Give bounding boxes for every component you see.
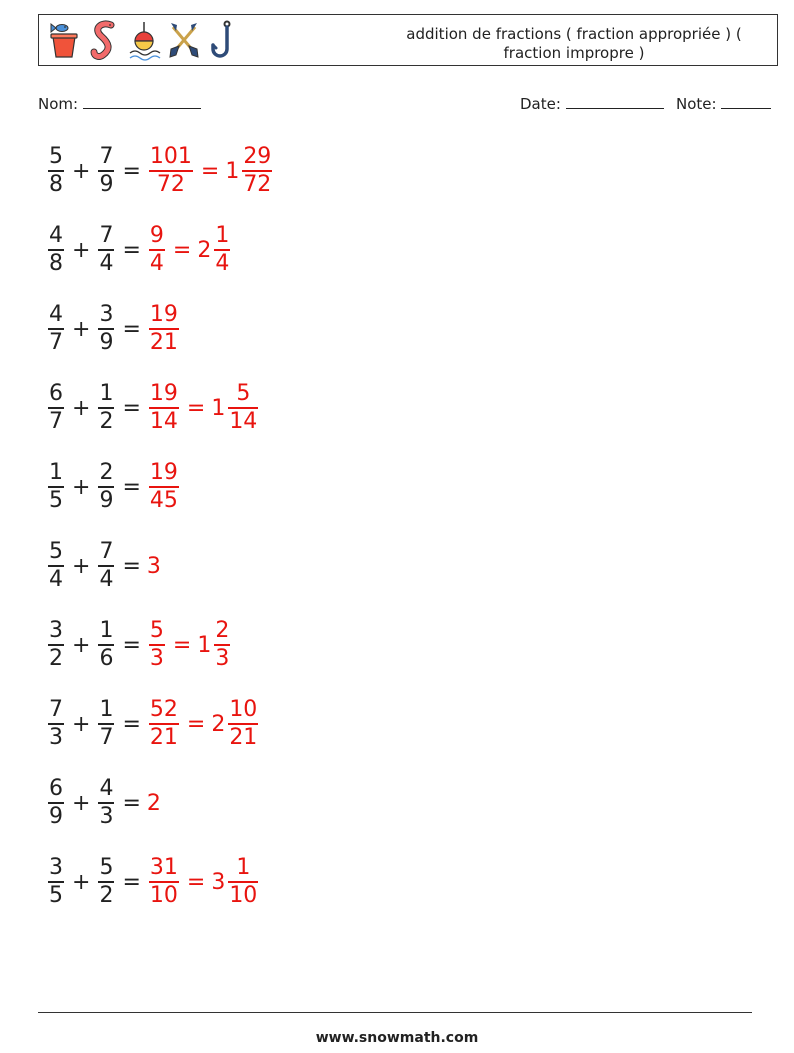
worm-icon <box>87 19 121 61</box>
denominator: 3 <box>149 645 164 671</box>
denominator: 72 <box>243 171 272 197</box>
mixed-fraction <box>228 855 258 909</box>
denominator: 8 <box>49 250 63 276</box>
denominator: 14 <box>149 408 178 434</box>
answer-improper-fraction <box>149 223 165 277</box>
bucket-icon <box>47 19 81 61</box>
addend-fraction-1 <box>48 223 64 277</box>
numerator: 19 <box>149 381 178 407</box>
denominator: 4 <box>215 250 230 276</box>
denominator: 3 <box>99 803 114 829</box>
addend-fraction-1 <box>48 144 64 198</box>
numerator: 5 <box>149 618 164 644</box>
numerator: 1 <box>99 381 114 407</box>
denominator: 2 <box>99 408 114 434</box>
equals-sign: = <box>122 711 141 737</box>
mixed-fraction <box>228 697 258 751</box>
plus-sign: + <box>72 790 91 816</box>
date-blank[interactable] <box>566 94 664 109</box>
date-label: Date: <box>520 95 561 113</box>
plus-sign: + <box>72 237 91 263</box>
answer <box>147 144 274 198</box>
numerator: 5 <box>49 144 63 170</box>
mixed-whole: 1 <box>197 632 212 658</box>
addend-fraction-2 <box>98 855 114 909</box>
mixed-whole: 2 <box>211 711 226 737</box>
answer <box>147 855 260 909</box>
answer <box>147 460 181 514</box>
numerator: 4 <box>49 223 63 249</box>
problem-row <box>46 456 181 518</box>
numerator: 1 <box>49 460 63 486</box>
answer-improper-fraction <box>149 618 165 672</box>
numerator: 19 <box>149 302 178 328</box>
addend-fraction-1 <box>48 539 64 593</box>
problem-row <box>46 851 260 913</box>
denominator: 7 <box>99 724 114 750</box>
equals-sign: = <box>122 237 141 263</box>
denominator: 9 <box>99 329 114 355</box>
denominator: 4 <box>49 566 63 592</box>
numerator: 6 <box>49 381 63 407</box>
plus-sign: + <box>72 316 91 342</box>
footer-url: www.snowmath.com <box>315 1030 479 1046</box>
plus-sign: + <box>72 869 91 895</box>
date-field <box>520 94 664 113</box>
addend-fraction-2 <box>98 223 114 277</box>
denominator: 21 <box>229 724 258 750</box>
answer-improper-fraction <box>149 302 179 356</box>
numerator: 29 <box>243 144 272 170</box>
numerator: 5 <box>236 381 251 407</box>
addend-fraction-2 <box>98 144 114 198</box>
numerator: 1 <box>99 618 114 644</box>
denominator: 3 <box>215 645 230 671</box>
grade-field <box>676 94 771 113</box>
numerator: 9 <box>149 223 164 249</box>
plus-sign: + <box>72 474 91 500</box>
answer-improper-fraction <box>149 697 179 751</box>
answer-whole: 3 <box>146 553 161 579</box>
equals-sign: = <box>122 316 141 342</box>
answer-equals-sign: = <box>172 632 192 658</box>
equals-sign: = <box>122 158 141 184</box>
worksheet-title <box>379 25 769 63</box>
numerator: 3 <box>49 855 63 881</box>
numerator: 19 <box>149 460 178 486</box>
problem-row <box>46 772 161 834</box>
answer-improper-fraction <box>149 381 179 435</box>
name-label: Nom: <box>38 95 79 113</box>
answer-improper-fraction <box>149 144 193 198</box>
denominator: 10 <box>229 882 258 908</box>
answer <box>147 554 161 579</box>
mixed-whole: 3 <box>211 869 226 895</box>
grade-blank[interactable] <box>721 94 771 109</box>
mixed-whole: 1 <box>225 158 240 184</box>
equals-sign: = <box>122 790 141 816</box>
problem-row <box>46 140 274 202</box>
problem-row <box>46 693 260 755</box>
denominator: 2 <box>49 645 63 671</box>
addend-fraction-1 <box>48 855 64 909</box>
denominator: 10 <box>149 882 178 908</box>
equals-sign: = <box>122 632 141 658</box>
numerator: 7 <box>49 697 63 723</box>
denominator: 72 <box>156 171 185 197</box>
answer-whole: 2 <box>146 790 161 816</box>
addend-fraction-2 <box>98 618 114 672</box>
problem-row <box>46 614 232 676</box>
numerator: 2 <box>99 460 114 486</box>
addend-fraction-1 <box>48 697 64 751</box>
numerator: 4 <box>99 776 114 802</box>
equals-sign: = <box>122 553 141 579</box>
answer-equals-sign: = <box>186 395 206 421</box>
answer <box>147 381 260 435</box>
addend-fraction-1 <box>48 618 64 672</box>
answer <box>147 302 181 356</box>
problem-row <box>46 219 232 281</box>
mixed-whole: 2 <box>197 237 212 263</box>
numerator: 1 <box>215 223 230 249</box>
footer-divider <box>38 1012 752 1013</box>
problem-row <box>46 535 161 597</box>
addend-fraction-1 <box>48 381 64 435</box>
denominator: 5 <box>49 882 63 908</box>
mixed-fraction <box>228 381 258 435</box>
denominator: 9 <box>49 803 63 829</box>
denominator: 8 <box>49 171 63 197</box>
addend-fraction-2 <box>98 697 114 751</box>
plus-sign: + <box>72 553 91 579</box>
numerator: 3 <box>99 302 114 328</box>
numerator: 101 <box>149 144 192 170</box>
answer <box>147 697 260 751</box>
equals-sign: = <box>122 395 141 421</box>
denominator: 4 <box>99 250 114 276</box>
denominator: 21 <box>149 724 178 750</box>
denominator: 9 <box>99 171 114 197</box>
denominator: 7 <box>49 408 63 434</box>
numerator: 1 <box>236 855 251 881</box>
answer-equals-sign: = <box>186 711 206 737</box>
numerator: 6 <box>49 776 63 802</box>
denominator: 3 <box>49 724 63 750</box>
addend-fraction-1 <box>48 776 64 830</box>
numerator: 5 <box>49 539 63 565</box>
numerator: 7 <box>99 223 114 249</box>
worksheet-header <box>38 14 778 66</box>
denominator: 5 <box>49 487 63 513</box>
addend-fraction-2 <box>98 539 114 593</box>
plus-sign: + <box>72 632 91 658</box>
denominator: 45 <box>149 487 178 513</box>
numerator: 4 <box>49 302 63 328</box>
plus-sign: + <box>72 395 91 421</box>
header-icons <box>47 19 241 61</box>
denominator: 6 <box>99 645 114 671</box>
crossed-oars-icon <box>167 19 201 61</box>
answer-improper-fraction <box>149 855 179 909</box>
addend-fraction-1 <box>48 460 64 514</box>
numerator: 5 <box>99 855 114 881</box>
answer <box>147 223 232 277</box>
answer-equals-sign: = <box>172 237 192 263</box>
answer-improper-fraction <box>149 460 179 514</box>
numerator: 7 <box>99 539 114 565</box>
answer <box>147 618 232 672</box>
mixed-fraction <box>214 223 230 277</box>
problem-row <box>46 377 260 439</box>
numerator: 1 <box>99 697 114 723</box>
plus-sign: + <box>72 711 91 737</box>
grade-label: Note: <box>676 95 717 113</box>
name-blank[interactable] <box>83 94 201 109</box>
problem-row <box>46 298 181 360</box>
plus-sign: + <box>72 158 91 184</box>
mixed-fraction <box>214 618 230 672</box>
denominator: 4 <box>99 566 114 592</box>
answer-equals-sign: = <box>200 158 220 184</box>
numerator: 2 <box>215 618 230 644</box>
denominator: 9 <box>99 487 114 513</box>
numerator: 52 <box>149 697 178 723</box>
numerator: 10 <box>229 697 258 723</box>
fish-hook-icon <box>207 19 241 61</box>
addend-fraction-2 <box>98 302 114 356</box>
numerator: 31 <box>149 855 178 881</box>
bobber-icon <box>127 19 161 61</box>
denominator: 7 <box>49 329 63 355</box>
mixed-fraction <box>242 144 272 198</box>
addend-fraction-2 <box>98 381 114 435</box>
numerator: 7 <box>99 144 114 170</box>
addend-fraction-2 <box>98 460 114 514</box>
denominator: 2 <box>99 882 114 908</box>
mixed-whole: 1 <box>211 395 226 421</box>
addend-fraction-2 <box>98 776 114 830</box>
answer <box>147 791 161 816</box>
denominator: 21 <box>149 329 178 355</box>
name-field <box>38 94 201 113</box>
title-line-1: addition de fractions ( fraction appropriée ) ( <box>406 25 742 43</box>
title-line-2: fraction impropre ) <box>503 44 645 62</box>
numerator: 3 <box>49 618 63 644</box>
answer-equals-sign: = <box>186 869 206 895</box>
denominator: 4 <box>149 250 164 276</box>
equals-sign: = <box>122 474 141 500</box>
denominator: 14 <box>229 408 258 434</box>
equals-sign: = <box>122 869 141 895</box>
addend-fraction-1 <box>48 302 64 356</box>
